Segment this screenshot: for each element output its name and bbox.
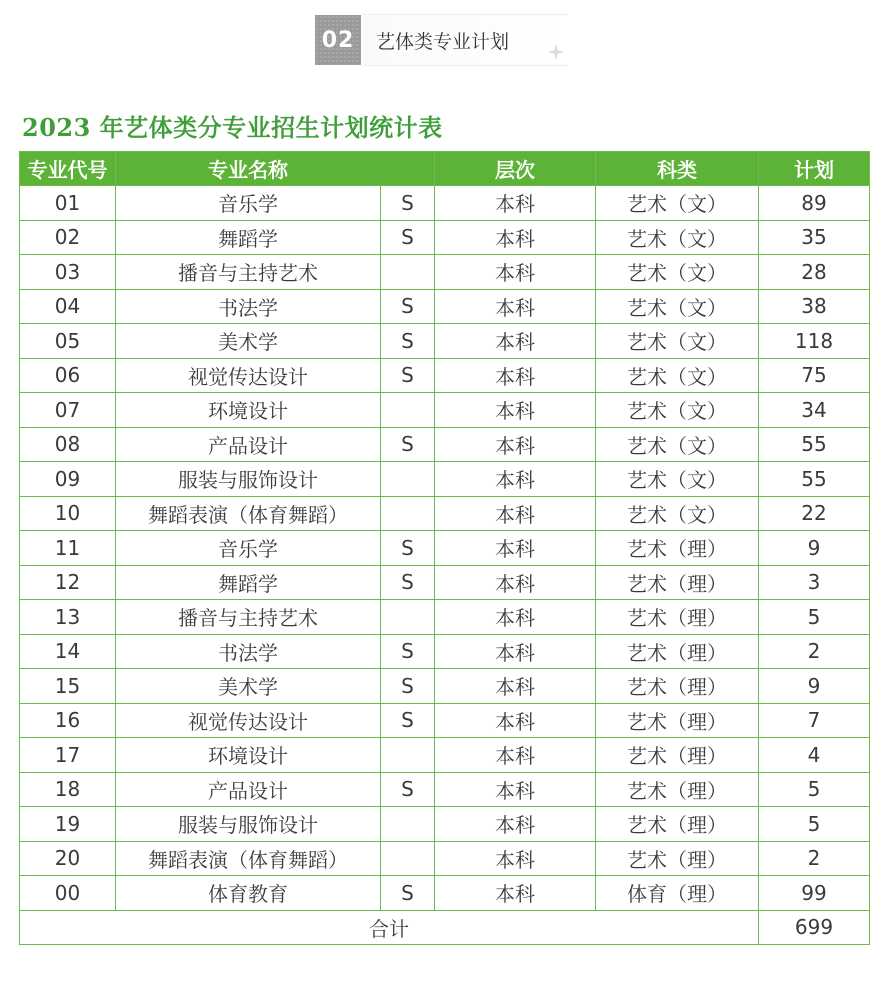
cell-plan: 9 [759,531,870,566]
cell-plan: 75 [759,358,870,393]
table-row [20,634,870,669]
cell-name: 体育教育 [116,876,381,911]
cell-flag [381,600,435,635]
cell-plan: 3 [759,565,870,600]
cell-code: 17 [20,738,116,773]
table-row [20,600,870,635]
cell-level: 本科 [435,324,596,359]
cell-plan: 2 [759,841,870,876]
cell-category: 艺术（理） [596,841,759,876]
cell-flag: S [381,220,435,255]
cell-category: 艺术（理） [596,807,759,842]
cell-level: 本科 [435,703,596,738]
cell-plan: 35 [759,220,870,255]
cell-code: 11 [20,531,116,566]
cell-flag: S [381,358,435,393]
cell-flag: S [381,772,435,807]
cell-category: 艺术（理） [596,772,759,807]
cell-flag [381,496,435,531]
cell-plan: 99 [759,876,870,911]
cell-plan: 28 [759,255,870,290]
col-header-plan: 计划 [759,152,870,186]
enrollment-plan-table [19,151,870,945]
cell-code: 00 [20,876,116,911]
cell-flag [381,807,435,842]
cell-level: 本科 [435,220,596,255]
cell-flag: S [381,634,435,669]
table-row [20,496,870,531]
cell-plan: 5 [759,807,870,842]
table-body [20,186,870,945]
cell-name: 音乐学 [116,186,381,221]
cell-code: 08 [20,427,116,462]
cell-code: 15 [20,669,116,704]
cell-level: 本科 [435,738,596,773]
cell-name: 视觉传达设计 [116,703,381,738]
cell-name: 舞蹈学 [116,220,381,255]
col-header-level: 层次 [435,152,596,186]
cell-code: 09 [20,462,116,497]
cell-category: 艺术（文） [596,255,759,290]
section-title-box [361,14,568,66]
cell-name: 书法学 [116,634,381,669]
table-row [20,462,870,497]
table-title: 2023 年艺体类分专业招生计划统计表 [22,113,443,142]
table-row [20,427,870,462]
cell-plan: 34 [759,393,870,428]
cell-code: 19 [20,807,116,842]
cell-category: 体育（理） [596,876,759,911]
table-row [20,669,870,704]
table-row [20,703,870,738]
cell-category: 艺术（理） [596,531,759,566]
cell-level: 本科 [435,289,596,324]
cell-level: 本科 [435,186,596,221]
cell-category: 艺术（文） [596,496,759,531]
table-row [20,876,870,911]
cell-plan: 55 [759,427,870,462]
cell-category: 艺术（文） [596,289,759,324]
table-row [20,186,870,221]
cell-level: 本科 [435,772,596,807]
cell-name: 舞蹈表演（体育舞蹈） [116,496,381,531]
cell-category: 艺术（文） [596,220,759,255]
col-header-category: 科类 [596,152,759,186]
col-header-code: 专业代号 [20,152,116,186]
cell-name: 舞蹈学 [116,565,381,600]
cell-level: 本科 [435,255,596,290]
cell-code: 07 [20,393,116,428]
cell-category: 艺术（理） [596,634,759,669]
cell-level: 本科 [435,876,596,911]
cell-code: 12 [20,565,116,600]
cell-name: 美术学 [116,324,381,359]
cell-name: 视觉传达设计 [116,358,381,393]
table-row [20,393,870,428]
cell-code: 01 [20,186,116,221]
cell-plan: 22 [759,496,870,531]
section-number-badge: 02 [315,15,361,65]
cell-level: 本科 [435,634,596,669]
cell-name: 播音与主持艺术 [116,255,381,290]
cell-flag: S [381,186,435,221]
cell-category: 艺术（理） [596,600,759,635]
cell-category: 艺术（文） [596,427,759,462]
table-row [20,289,870,324]
table-row [20,841,870,876]
cell-name: 舞蹈表演（体育舞蹈） [116,841,381,876]
cell-code: 18 [20,772,116,807]
cell-plan: 4 [759,738,870,773]
cell-category: 艺术（理） [596,703,759,738]
cell-level: 本科 [435,600,596,635]
cell-code: 03 [20,255,116,290]
table-row [20,565,870,600]
cell-level: 本科 [435,496,596,531]
cell-name: 美术学 [116,669,381,704]
cell-plan: 5 [759,600,870,635]
total-value: 699 [759,910,870,945]
cell-flag [381,393,435,428]
table-row [20,358,870,393]
cell-flag: S [381,531,435,566]
total-row [20,910,870,945]
cell-name: 服装与服饰设计 [116,462,381,497]
cell-level: 本科 [435,807,596,842]
cell-flag: S [381,289,435,324]
cell-category: 艺术（文） [596,393,759,428]
cell-name: 播音与主持艺术 [116,600,381,635]
cell-plan: 118 [759,324,870,359]
cell-plan: 55 [759,462,870,497]
cell-level: 本科 [435,427,596,462]
cell-level: 本科 [435,669,596,704]
cell-flag: S [381,565,435,600]
cell-code: 16 [20,703,116,738]
cell-category: 艺术（理） [596,565,759,600]
section-header [315,15,568,65]
cell-code: 06 [20,358,116,393]
cell-flag [381,255,435,290]
cell-name: 环境设计 [116,738,381,773]
cell-code: 13 [20,600,116,635]
cell-code: 14 [20,634,116,669]
cell-level: 本科 [435,358,596,393]
cell-plan: 89 [759,186,870,221]
table-row [20,324,870,359]
table-header-row [20,152,870,186]
cell-level: 本科 [435,565,596,600]
cell-level: 本科 [435,841,596,876]
table-row [20,255,870,290]
cell-category: 艺术（文） [596,462,759,497]
section-title: 艺体类专业计划 [376,30,510,53]
cell-plan: 38 [759,289,870,324]
cell-level: 本科 [435,462,596,497]
cell-code: 05 [20,324,116,359]
cell-plan: 2 [759,634,870,669]
cell-code: 04 [20,289,116,324]
cell-flag: S [381,427,435,462]
table-row [20,738,870,773]
cell-flag: S [381,669,435,704]
cell-category: 艺术（文） [596,324,759,359]
cell-flag: S [381,703,435,738]
table-row [20,807,870,842]
cell-flag: S [381,324,435,359]
cell-name: 环境设计 [116,393,381,428]
cell-code: 20 [20,841,116,876]
cell-plan: 5 [759,772,870,807]
cell-code: 10 [20,496,116,531]
cell-flag: S [381,876,435,911]
table-row [20,220,870,255]
cell-category: 艺术（文） [596,186,759,221]
cell-name: 书法学 [116,289,381,324]
cell-name: 音乐学 [116,531,381,566]
cell-code: 02 [20,220,116,255]
col-header-name: 专业名称 [116,152,381,186]
table-row [20,531,870,566]
cell-level: 本科 [435,531,596,566]
sparkle-icon [547,43,565,61]
cell-name: 产品设计 [116,772,381,807]
cell-plan: 7 [759,703,870,738]
cell-flag [381,738,435,773]
cell-flag [381,841,435,876]
total-label: 合计 [20,910,759,945]
cell-category: 艺术（理） [596,669,759,704]
table-row [20,772,870,807]
cell-category: 艺术（文） [596,358,759,393]
cell-name: 产品设计 [116,427,381,462]
cell-category: 艺术（理） [596,738,759,773]
col-header-flag [381,152,435,186]
cell-name: 服装与服饰设计 [116,807,381,842]
cell-level: 本科 [435,393,596,428]
cell-flag [381,462,435,497]
cell-plan: 9 [759,669,870,704]
